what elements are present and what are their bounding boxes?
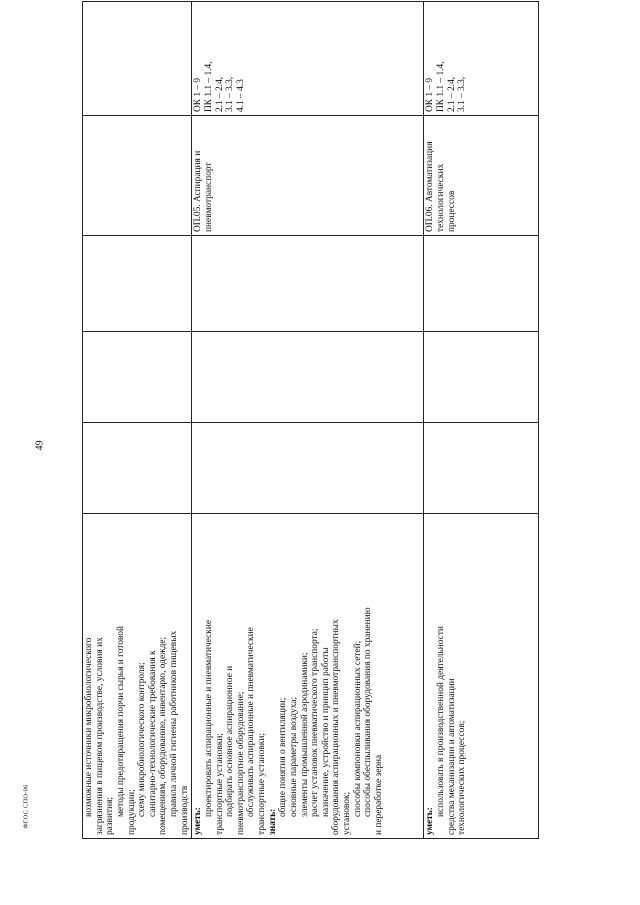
requirement-line: технологических процессов; <box>457 720 468 835</box>
requirement-line: общие понятия о вентиляции; <box>278 697 289 817</box>
requirement-line: проектировать аспирационные и пневматические <box>203 619 214 817</box>
discipline-line: ОП.06. Автоматизация <box>425 141 436 232</box>
competence-line: ПК 1.1 – 1.4, <box>435 61 446 112</box>
requirement-line: элементы промышленной аэродинамики; <box>299 652 310 817</box>
requirement-line: загрязнения в пищевом производстве, условия их <box>94 637 105 835</box>
discipline-cell <box>424 116 539 236</box>
competence-line: 3.1 – 3.3, <box>225 76 236 112</box>
competence-line: ПК 1.1 – 1.4, <box>203 61 214 112</box>
requirement-line: подбирать основное аспирационное и <box>225 665 236 817</box>
discipline-line: процессов <box>446 190 457 232</box>
empty-cell <box>192 236 424 332</box>
discipline-line: пневмотранспорт <box>203 162 214 232</box>
hours-class-cell <box>192 332 424 423</box>
empty-cell <box>83 236 192 332</box>
discipline-line: ОП.05. Аспирация и <box>193 150 204 232</box>
table-row <box>192 2 424 839</box>
hours-max-cell <box>192 423 424 514</box>
requirements-cell <box>192 514 424 839</box>
hours-class-cell <box>424 332 539 423</box>
requirement-line: обслуживать аспирационные и пневматические <box>246 627 257 817</box>
requirement-line: установок; <box>342 791 352 835</box>
requirement-line: производств <box>179 785 190 835</box>
requirement-line: основные параметры воздуха; <box>288 696 299 817</box>
requirement-line: использовать в производственной деятельности <box>435 626 446 817</box>
requirement-line: продукции; <box>126 789 137 835</box>
page-number: 49 <box>34 440 46 451</box>
rotated-table-sheet <box>82 42 526 839</box>
discipline-cell <box>192 116 424 236</box>
competences-cell <box>424 2 539 116</box>
competence-table <box>82 1 539 839</box>
requirement-line: назначение, устройство и принцип работы <box>320 647 331 817</box>
footer-code: ФГОС СПО-06 <box>22 784 30 829</box>
section-heading: знать: <box>267 808 278 835</box>
empty-cell <box>424 236 539 332</box>
hours-class-cell <box>83 332 192 423</box>
discipline-cell <box>83 116 192 236</box>
requirement-line: пневмотранспортное оборудование; <box>235 691 246 835</box>
competences-cell <box>83 2 192 116</box>
requirement-line: транспортные установки; <box>257 733 267 835</box>
requirement-line: способы обеспыливания оборудования по хранению <box>363 607 374 817</box>
requirement-line: помещениям, оборудованию, инвентарю, одежде; <box>158 636 169 835</box>
requirement-line: расчет установок пневматического транспорта; <box>310 628 321 817</box>
competences-cell <box>192 2 424 116</box>
requirement-line: правила личной гигиены работников пищевых <box>169 630 179 817</box>
table-row <box>83 2 192 839</box>
hours-max-cell <box>83 423 192 514</box>
table-row <box>424 2 539 839</box>
requirement-line: оборудования аспирационных и пневмотранспортных <box>331 619 342 835</box>
requirement-line: схему микробиологического контроля; <box>137 662 148 817</box>
competence-line: 3.1 – 3.3, <box>457 76 468 112</box>
requirement-line: и переработке зерна <box>373 754 384 835</box>
requirement-line: способы компоновки аспирационных сетей; <box>352 640 363 817</box>
competence-line: ОК 1 – 9 <box>193 77 204 112</box>
competence-line: 4.1 – 4.3 <box>235 79 246 112</box>
competence-line: 2.1 – 2.4, <box>214 76 225 112</box>
requirements-cell <box>424 514 539 839</box>
requirement-line: санитарно-технологические требования к <box>147 650 158 817</box>
section-heading: уметь: <box>425 807 436 835</box>
requirement-line: методы предотвращения порчи сырья и готовой <box>115 626 126 817</box>
requirement-line: транспортные установки; <box>214 733 225 835</box>
section-heading: уметь: <box>193 807 204 835</box>
requirement-line: развития; <box>105 796 116 835</box>
discipline-line: технологических <box>435 163 446 232</box>
requirement-line: средства механизации и автоматизации <box>446 678 457 835</box>
competence-line: ОК 1 – 9 <box>425 77 436 112</box>
requirements-cell <box>83 514 192 839</box>
competence-line: 2.1 – 2.4, <box>446 76 457 112</box>
requirement-line: возможные источники микробиологического <box>84 637 94 817</box>
hours-max-cell <box>424 423 539 514</box>
